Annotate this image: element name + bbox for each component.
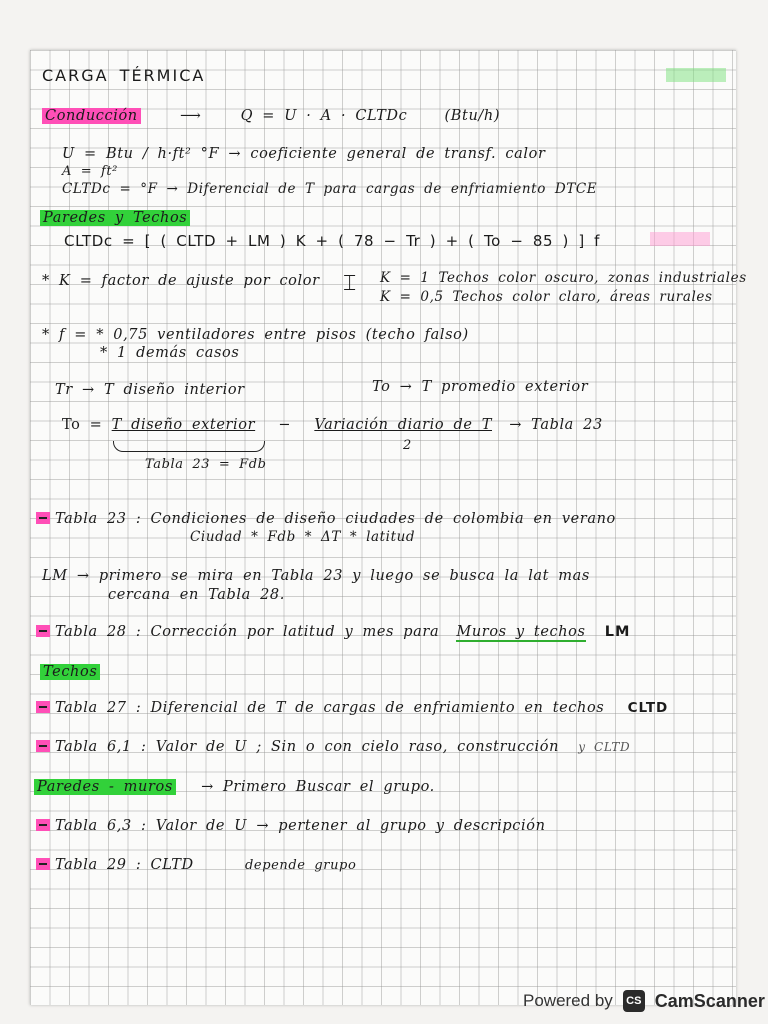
faint-highlight	[666, 68, 726, 82]
camscanner-brand: CamScanner	[654, 990, 765, 1011]
tabla63-line	[36, 818, 546, 834]
camscanner-logo-icon: CS	[623, 990, 645, 1012]
lm-line-2: cercana en Tabla 28.	[108, 587, 285, 603]
paredes-muros-label: Paredes - muros	[34, 779, 176, 795]
paredes-muros-line	[34, 779, 435, 795]
f-line-1: * f = * 0,75 ventiladores entre pisos (techo falso)	[42, 327, 469, 343]
tabla27-text: Tabla 27 : Diferencial de T de cargas de enfriamiento en techos	[55, 700, 605, 716]
to-minus: −	[278, 417, 292, 433]
k-bracket: ⌶	[343, 271, 357, 296]
tabla29-end: depende grupo	[244, 858, 357, 873]
tabla29-text: Tabla 29 : CLTD	[55, 857, 194, 873]
camscanner-footer	[523, 990, 765, 1012]
pink-bullet	[36, 819, 50, 831]
pink-bullet	[36, 701, 50, 713]
conduccion-formula: Q = U · A · CLTDc	[240, 108, 408, 124]
paredes-techos-formula: CLTDc = [ ( CLTD + LM ) K + ( 78 − Tr ) + ( To − 85 ) ] f	[64, 232, 601, 250]
pink-bullet	[36, 740, 50, 752]
to-brace	[113, 441, 265, 452]
conduccion-units: (Btu/h)	[444, 108, 501, 124]
to-term-1: T diseño exterior	[111, 417, 256, 433]
tr-definition: Tr → T diseño interior	[55, 382, 245, 398]
to-formula	[62, 417, 603, 433]
powered-by-text: Powered by	[523, 991, 613, 1010]
pink-bullet	[36, 625, 50, 637]
k-option-2: K = 0,5 Techos color claro, áreas rurales	[380, 289, 713, 305]
faint-highlight	[650, 232, 710, 246]
to-definition: To → T promedio exterior	[372, 379, 589, 395]
tabla23-text: Tabla 23 : Condiciones de diseño ciudades de colombia en verano	[55, 511, 616, 527]
pink-bullet	[36, 512, 50, 524]
conduccion-arrow: ⟶	[179, 108, 202, 124]
tabla28-underlined: Muros y techos	[456, 624, 586, 640]
conduccion-line	[42, 108, 500, 124]
to-lhs: To =	[62, 417, 103, 433]
conduccion-label: Conducción	[42, 108, 141, 124]
page-title	[42, 66, 205, 85]
paredes-techos-label	[40, 210, 190, 226]
techos-label	[40, 664, 100, 680]
paredes-muros-text: → Primero Buscar el grupo.	[201, 779, 435, 795]
def-a: A = ft²	[62, 164, 118, 179]
tabla61-end: y CLTD	[578, 740, 631, 754]
tabla23-line-1	[36, 511, 616, 527]
def-cltd: CLTDc = °F → Diferencial de T para cargas de enfriamiento DTCE	[62, 181, 598, 197]
tabla28-end: LM	[604, 624, 631, 640]
tabla63-text: Tabla 6,3 : Valor de U → pertener al grupo y descripción	[55, 818, 546, 834]
pink-bullet	[36, 858, 50, 870]
lm-line-1: LM → primero se mira en Tabla 23 y luego se busca la lat mas	[42, 568, 590, 584]
paredes-techos-text: Paredes y Techos	[40, 210, 190, 226]
title-text: CARGA TÉRMICA	[42, 66, 206, 85]
f-line-2: * 1 demás casos	[100, 345, 240, 361]
k-lead: * K = factor de ajuste por color	[42, 273, 320, 289]
tabla61-text: Tabla 6,1 : Valor de U ; Sin o con cielo raso, construcción	[55, 739, 560, 755]
to-denominator: 2	[403, 438, 412, 453]
k-option-1: K = 1 Techos color oscuro, zonas industriales	[380, 270, 747, 286]
tabla27-line	[36, 700, 668, 716]
techos-text: Techos	[40, 664, 100, 680]
tabla29-line	[36, 857, 356, 873]
tabla27-end: CLTD	[627, 700, 669, 716]
tabla23-line-2: Ciudad * Fdb * ΔT * latitud	[190, 529, 416, 545]
tabla28-text: Tabla 28 : Corrección por latitud y mes para	[55, 624, 440, 640]
def-u: U = Btu / h·ft² °F → coeficiente general de transf. calor	[62, 146, 546, 162]
tabla28-line	[36, 624, 630, 640]
tabla61-line	[36, 739, 630, 755]
to-arrow: → Tabla 23	[509, 417, 603, 433]
to-brace-label: Tabla 23 = Fdb	[145, 457, 267, 472]
to-term-2: Variación diario de T	[314, 417, 492, 433]
